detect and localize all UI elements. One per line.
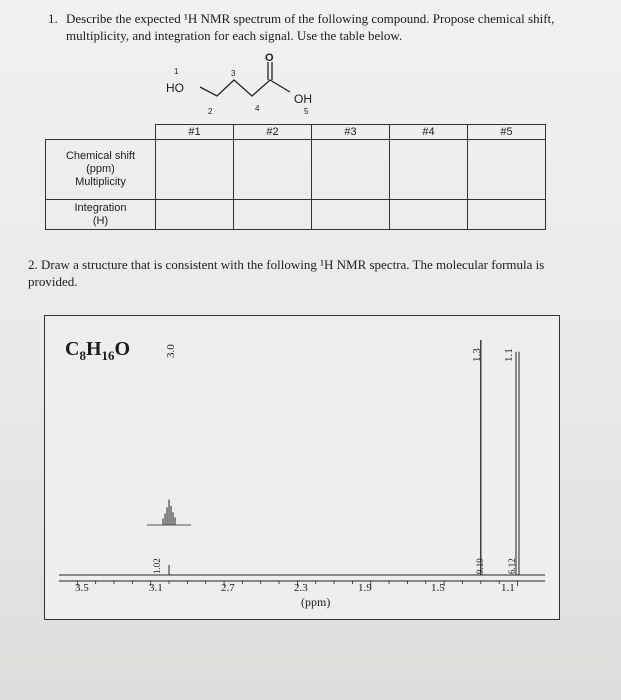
answer-cell[interactable] <box>234 140 312 200</box>
oh-label: OH <box>294 92 312 106</box>
answer-cell[interactable] <box>156 140 234 200</box>
answer-cell[interactable] <box>312 200 390 230</box>
x-axis-unit: (ppm) <box>301 595 331 609</box>
ho-label: HO <box>166 81 184 95</box>
formula-o: O <box>114 338 131 360</box>
x-tick-label: 3.1 <box>149 582 163 594</box>
formula-c: C <box>65 338 80 360</box>
row-label-line: Multiplicity <box>75 176 126 188</box>
table-header: #4 <box>390 125 468 140</box>
answer-cell[interactable] <box>312 140 390 200</box>
table-header: #1 <box>156 125 234 140</box>
table-corner <box>46 125 156 140</box>
row-label-integration <box>46 200 156 230</box>
x-tick-label: 3.5 <box>75 582 89 594</box>
question-1-text: Describe the expected ¹H NMR spectrum of the following compound. Propose chemical shift, multiplicity, and integration for each signal. Use the table below. <box>66 11 555 43</box>
position-4-label: 4 <box>255 104 260 113</box>
position-1-label: 1 <box>174 67 179 76</box>
question-2-text: Draw a structure that is consistent with the following ¹H NMR spectra. The molecular formula is provided. <box>28 257 545 289</box>
formula-c-count: 8 <box>79 348 86 363</box>
table-row-shift-multiplicity <box>46 140 546 200</box>
oxygen-label: O <box>265 52 274 64</box>
spectrum-peaks <box>147 340 519 575</box>
formula-h-count: 16 <box>101 348 115 363</box>
question-2-number: 2. <box>28 257 38 272</box>
answer-cell[interactable] <box>468 140 546 200</box>
nmr-spectrum <box>44 315 560 620</box>
x-tick-label: 2.3 <box>294 582 308 594</box>
integration-label: 6.12 <box>507 558 517 574</box>
x-tick-label: 1.9 <box>358 582 372 594</box>
table-header: #2 <box>234 125 312 140</box>
peak-label-3.0: 3.0 <box>165 344 177 358</box>
carbon-chain <box>200 80 290 96</box>
row-label-line: (H) <box>92 214 109 227</box>
answer-cell[interactable] <box>390 200 468 230</box>
position-5-label: 5 <box>304 107 309 116</box>
peak-label-1.3: 1.3 <box>471 348 483 362</box>
table-header: #5 <box>468 125 546 140</box>
answer-cell[interactable] <box>156 200 234 230</box>
row-label-shift-multiplicity <box>46 140 156 200</box>
table-header-row <box>46 125 546 140</box>
peak-label-1.1: 1.1 <box>503 348 515 362</box>
x-tick-label: 2.7 <box>221 582 235 594</box>
table-row-integration <box>46 200 546 230</box>
integration-label: 9.19 <box>475 558 485 574</box>
formula-h: H <box>85 338 102 360</box>
row-label-line: (ppm) <box>86 163 115 175</box>
x-tick-label: 1.1 <box>501 582 515 594</box>
row-label-line: Integration <box>74 201 127 214</box>
answer-cell[interactable] <box>234 200 312 230</box>
table-header: #3 <box>312 125 390 140</box>
nmr-answer-table <box>45 124 546 230</box>
question-2 <box>28 256 568 290</box>
question-1-number: 1. <box>48 11 58 26</box>
answer-cell[interactable] <box>390 140 468 200</box>
position-2-label: 2 <box>208 107 213 116</box>
row-label-line: Chemical shift <box>65 150 136 162</box>
answer-cell[interactable] <box>468 200 546 230</box>
position-3-label: 3 <box>231 69 236 78</box>
molecule-structure <box>160 52 330 124</box>
integration-label: 1.02 <box>152 558 162 574</box>
x-tick-label: 1.5 <box>431 582 445 594</box>
